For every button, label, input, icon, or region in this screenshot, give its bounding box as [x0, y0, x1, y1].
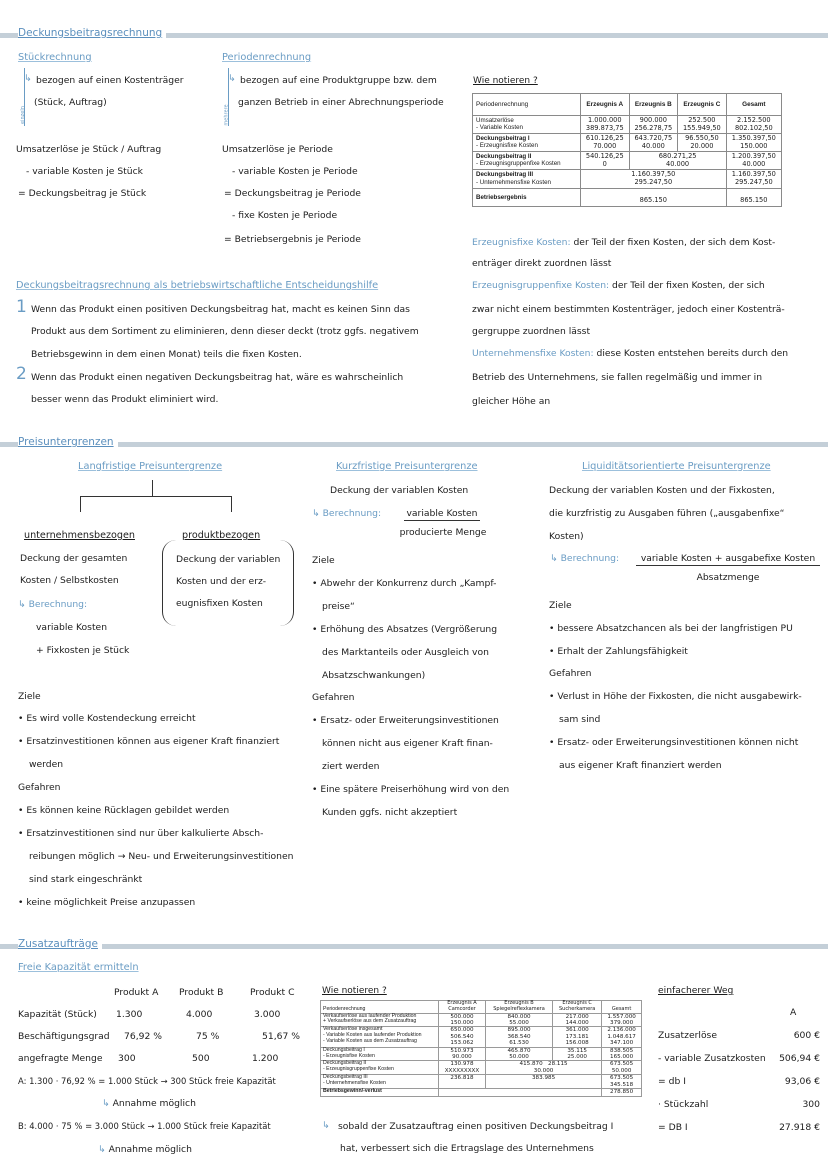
lang-ziel-2: • Ersatzinvestitionen können aus eigener Kraft finanziert	[18, 736, 279, 748]
produktbezogen-title: produktbezogen	[182, 530, 261, 541]
einfach-row-value: 300	[802, 1099, 820, 1110]
table-header: Erzeugnis C	[678, 94, 727, 116]
table-cell: 96.550,50 20.000	[678, 134, 727, 152]
unternehmensbezogen-l2: Kosten / Selbstkosten	[20, 575, 119, 586]
periodenrechnung-table	[472, 93, 782, 207]
table-cell: 865.150	[726, 188, 781, 206]
kurz-fraction-numerator: variable Kosten	[404, 508, 480, 521]
stueck-formula-1: Umsatzerlöse je Stück / Auftrag	[16, 144, 162, 155]
table-cell	[439, 1089, 602, 1096]
table-cell: 217.000 144.000	[553, 1013, 602, 1027]
liq-l3: Kosten)	[549, 531, 584, 542]
table-cell: 1.350.397,50 150.000	[726, 134, 781, 152]
liq-gefahr-1: • Verlust in Höhe der Fixkosten, die nicht ausgabewirk-	[549, 691, 802, 703]
table-header: Periodenrechnung	[321, 1001, 439, 1014]
definition-erzeugnisgruppenfixe-cont2: gergruppe zuordnen lässt	[472, 326, 591, 337]
einfach-row-value: 600 €	[793, 1030, 820, 1041]
einfach-row-value: 27.918 €	[779, 1122, 820, 1133]
zusatz-wie-notieren-title: Wie notieren ?	[322, 986, 387, 996]
table-cell: 1.200.397,50 40.000	[726, 152, 781, 170]
einfach-row-value: 93,06 €	[784, 1076, 820, 1087]
tree-line	[152, 480, 153, 496]
kap-row-label: Kapazität (Stück)	[18, 1009, 97, 1020]
arrow-icon: ↳ Annahme möglich	[102, 1098, 196, 1109]
berechnung-label: ↳ Berechnung:	[312, 508, 382, 519]
produktbezogen-l1: Deckung der variablen	[176, 554, 281, 565]
table-cell: Deckungsbeitrag I - Erzeugnisfixe Kosten	[321, 1047, 439, 1061]
periode-formula-2: - variable Kosten je Periode	[232, 166, 358, 177]
section-title-deckungsbeitragsrechnung: Deckungsbeitragsrechnung	[18, 27, 166, 39]
table-cell: 540.126,25 0	[581, 152, 630, 170]
kurz-deckung: Deckung der variablen Kosten	[330, 485, 469, 496]
entscheidung-p1-l1: Wenn das Produkt einen positiven Deckungsbeitrag hat, macht es keinen Sinn das	[31, 304, 410, 315]
table-cell: 838.505 165.000	[602, 1047, 642, 1061]
table-cell: 236.818	[439, 1075, 486, 1089]
kurz-gefahr-2-cont: Kunden ggfs. nicht akzeptiert	[322, 807, 458, 818]
entscheidung-p1-l2: Produkt aus dem Sortiment zu eliminieren, denn dieser deckt (trotz ggfs. negativem	[31, 326, 419, 337]
table-header: Erzeugnis A	[581, 94, 630, 116]
liq-l1: Deckung der variablen Kosten und der Fixkosten,	[549, 485, 775, 496]
lang-gefahr-2-cont2: sind stark eingeschränkt	[29, 874, 143, 885]
kap-header-c: Produkt C	[250, 987, 295, 998]
stueckrechnung-title: Stückrechnung	[18, 52, 92, 63]
table-cell: 895.000 368.540 61.530	[485, 1027, 552, 1047]
einfach-row-label: = DB I	[658, 1122, 688, 1133]
kurz-gefahr-1: • Ersatz- oder Erweiterungsinvestitionen	[312, 715, 499, 727]
table-cell: 252.500 155.949,50	[678, 116, 727, 134]
table-header: Periodenrechnung	[473, 94, 581, 116]
einfach-row-value: 506,94 €	[779, 1053, 820, 1064]
liq-fraction-denominator: Absatzmenge	[696, 572, 760, 583]
definition-erzeugnisgruppenfixe-cont1: zwar nicht einem bestimmten Kostenträger, jedoch einer Kostenträ-	[472, 304, 785, 315]
kap-cell: 1.300	[116, 1009, 143, 1020]
table-header: Erzeugnis B	[629, 94, 678, 116]
berechnung-label: ↳ Berechnung:	[550, 553, 620, 564]
kurz-gefahr-1-cont1: können nicht aus eigener Kraft finan-	[322, 738, 493, 749]
stueck-rotated-label: einzeln	[19, 106, 26, 124]
arrow-head-icon: ↳	[24, 73, 32, 84]
wie-notieren-title: Wie notieren ?	[473, 76, 538, 86]
kap-cell: 1.200	[252, 1053, 279, 1064]
table-cell: 35.115 25.000	[553, 1047, 602, 1061]
liq-gefahr-2: • Ersatz- oder Erweiterungsinvestitionen können nicht	[549, 737, 798, 749]
kap-cell: 300	[118, 1053, 136, 1064]
kurz-ziel-2-cont1: des Marktanteils oder Ausgleich von	[322, 647, 489, 658]
table-header: Gesamt	[602, 1001, 642, 1014]
stueck-formula-2: - variable Kosten je Stück	[26, 166, 143, 177]
zusatz-footnote-2: hat, verbessert sich die Ertragslage des Unternehmens	[340, 1143, 594, 1154]
stueck-formula-3: = Deckungsbeitrag je Stück	[18, 188, 147, 199]
periode-formula-5: = Betriebsergebnis je Periode	[224, 234, 361, 245]
tree-line	[80, 496, 81, 512]
kurz-fraction-denominator: producierte Menge	[399, 527, 487, 538]
table-cell: Deckungsbeitrag II - Erzeugnisgruppenfixe Kosten	[321, 1061, 439, 1075]
definition-erzeugnisfixe-cont: enträger direkt zuordnen lässt	[472, 258, 612, 269]
entscheidung-p2-l1: Wenn das Produkt einen negativen Deckungsbeitrag hat, wäre es wahrscheinlich	[31, 372, 404, 383]
table-cell: 1.557.000 379.000	[602, 1013, 642, 1027]
table-cell: Betriebsgewinn/-verlust	[321, 1089, 439, 1096]
produktbezogen-bracket-right	[280, 540, 294, 626]
kap-cell: 76,92 %	[124, 1031, 162, 1042]
kap-cell: 3.000	[254, 1009, 281, 1020]
table-cell: 865.150	[581, 188, 727, 206]
table-cell: 680.271,25 40.000	[629, 152, 726, 170]
kap-row-label: Beschäftigungsgrad	[18, 1031, 110, 1042]
kap-row-label: angefragte Menge	[18, 1053, 103, 1064]
stueck-line1: bezogen auf einen Kostenträger	[36, 75, 184, 86]
table-header: Erzeugnis C Sucherkamera	[553, 1001, 602, 1014]
periode-formula-3: = Deckungsbeitrag je Periode	[224, 188, 361, 199]
table-cell: Deckungsbeitrag I - Erzeugnisfixe Kosten	[473, 134, 581, 152]
table-cell: 500.000 150.000	[439, 1013, 486, 1027]
table-cell: 465.870 50.000	[485, 1047, 552, 1061]
kurz-ziel-2-cont2: Absatzschwankungen)	[322, 670, 426, 681]
produktbezogen-l3: eugnisfixen Kosten	[176, 598, 263, 609]
periode-formula-4: - fixe Kosten je Periode	[232, 210, 338, 221]
liq-l2: die kurzfristig zu Ausgaben führen („ausgabenfixe“	[549, 508, 785, 519]
lang-gefahren-heading: Gefahren	[18, 782, 61, 793]
arrow-head-icon: ↳	[228, 73, 236, 84]
kurz-ziel-1-cont: preise“	[322, 601, 355, 612]
table-cell: 383.985	[485, 1075, 601, 1089]
kurz-gefahr-1-cont2: ziert werden	[322, 761, 380, 772]
einfacher-weg-col: A	[790, 1007, 797, 1018]
table-cell: 278.850	[602, 1089, 642, 1096]
lang-ziele-heading: Ziele	[18, 691, 41, 702]
table-cell: 650.000 506.540 153.062	[439, 1027, 486, 1047]
point-number-1: 1	[16, 297, 27, 317]
lang-ziel-1: • Es wird volle Kostendeckung erreicht	[18, 713, 196, 725]
table-header: Erzeugnis B Spiegelreflexkamera	[485, 1001, 552, 1014]
section-divider-zusatzauftraege	[0, 944, 828, 949]
kap-header-a: Produkt A	[114, 987, 159, 998]
tree-line	[80, 496, 232, 497]
tree-line	[231, 496, 232, 512]
liq-gefahr-1-cont: sam sind	[559, 714, 601, 725]
lang-gefahr-1: • Es können keine Rücklagen gebildet werden	[18, 805, 229, 817]
unternehmensbezogen-l1: Deckung der gesamten	[20, 553, 128, 564]
liq-gefahr-2-cont: aus eigener Kraft finanziert werden	[559, 760, 722, 771]
freie-kapazitaet-title: Freie Kapazität ermitteln	[18, 962, 139, 973]
section-title-preisuntergrenzen: Preisuntergrenzen	[18, 436, 118, 448]
definition-unternehmensfixe-cont2: gleicher Höhe an	[472, 396, 551, 407]
produktbezogen-bracket-left	[162, 540, 176, 626]
produktbezogen-l2: Kosten und der erz-	[176, 576, 267, 587]
berechnung-label: ↳ Berechnung:	[18, 599, 88, 610]
definition-unternehmensfixe-cont1: Betrieb des Unternehmens, sie fallen regelmäßig und immer in	[472, 372, 763, 383]
table-cell: 840.000 55.000	[485, 1013, 552, 1027]
point-number-2: 2	[16, 364, 27, 384]
table-cell: 1.160.397,50 295.247,50	[581, 170, 727, 188]
arrow-icon: ↳ Annahme möglich	[98, 1144, 192, 1155]
lang-gefahr-2-cont1: reibungen möglich → Neu- und Erweiterungsinvestitionen	[29, 851, 294, 862]
einfach-row-label: = db I	[658, 1076, 686, 1087]
periode-rotated-label: mehrere	[223, 104, 230, 126]
table-cell: 361.000 173.181 156.008	[553, 1027, 602, 1047]
kap-calc-a: A: 1.300 · 76,92 % = 1.000 Stück → 300 Stück freie Kapazität	[18, 1076, 276, 1086]
stueck-line2: (Stück, Auftrag)	[34, 97, 107, 108]
lang-ziel-2-cont: werden	[29, 759, 64, 770]
table-cell: Deckungsbeitrag II - Erzeugnisgruppenfixe Kosten	[473, 152, 581, 170]
table-cell: 1.000.000 389.873,75	[581, 116, 630, 134]
table-cell: 2.136.000 1.048.617 347.100	[602, 1027, 642, 1047]
unternehmensbezogen-calc1: variable Kosten	[36, 622, 108, 633]
table-cell: Umsatzerlöse - Variable Kosten	[473, 116, 581, 134]
unternehmensbezogen-calc2: + Fixkosten je Stück	[36, 645, 130, 656]
periode-line2: ganzen Betrieb in einer Abrechnungsperiode	[238, 97, 444, 108]
liq-ziel-2: • Erhalt der Zahlungsfähigkeit	[549, 646, 688, 658]
periodenrechnung-title: Periodenrechnung	[222, 52, 312, 63]
liq-ziele-heading: Ziele	[549, 600, 572, 611]
table-cell: 673.505 50.000	[602, 1061, 642, 1075]
kap-cell: 51,67 %	[262, 1031, 300, 1042]
definition-erzeugnisfixe: Erzeugnisfixe Kosten: der Teil der fixen Kosten, der sich dem Kost-	[472, 237, 776, 248]
table-cell: 1.160.397,50 295.247,50	[726, 170, 781, 188]
table-cell: Verkaufserlöse insgesamt - Variable Kosten aus laufender Produktion - Variable Kosten aus dem Zusatzauftrag	[321, 1027, 439, 1047]
table-header: Erzeugnis A Camcorder	[439, 1001, 486, 1014]
table-cell: 900.000 256.278,75	[629, 116, 678, 134]
section-divider-preisuntergrenzen	[0, 442, 828, 447]
table-cell: 130.978 XXXXXXXXX	[439, 1061, 486, 1075]
einfach-row-label: - variable Zusatzkosten	[658, 1053, 766, 1064]
einfacher-weg-title: einfacherer Weg	[658, 985, 734, 996]
kurz-ziel-2: • Erhöhung des Absatzes (Vergrößerung	[312, 624, 497, 636]
entscheidung-p1-l3: Betriebsgewinn in dem einen Monat) teils die fixen Kosten.	[31, 349, 302, 360]
periode-line1: bezogen auf eine Produktgruppe bzw. dem	[240, 75, 437, 86]
liq-fraction-numerator: variable Kosten + ausgabefixe Kosten	[636, 553, 820, 566]
kurzfristige-pu-title: Kurzfristige Preisuntergrenze	[336, 461, 478, 472]
kap-cell: 4.000	[186, 1009, 213, 1020]
table-cell: Deckungsbeitrag III - Unternehmensfixe Kosten	[473, 170, 581, 188]
table-cell: Deckungsbeitrag III - Unternehmensfixe Kosten	[321, 1075, 439, 1089]
table-cell: 415.870 28.115 30.000	[485, 1061, 601, 1075]
entscheidung-p2-l2: besser wenn das Produkt eliminiert wird.	[31, 394, 219, 405]
table-cell: 610.126,25 70.000	[581, 134, 630, 152]
einfach-row-label: · Stückzahl	[658, 1099, 709, 1110]
periode-formula-1: Umsatzerlöse je Periode	[222, 144, 333, 155]
langfristige-pu-title: Langfristige Preisuntergrenze	[78, 461, 223, 472]
zusatz-table	[320, 1000, 642, 1097]
table-cell: Betriebsergebnis	[473, 188, 581, 206]
table-cell: 673.505 345.518	[602, 1075, 642, 1089]
kap-calc-b: B: 4.000 · 75 % = 3.000 Stück → 1.000 Stück freie Kapazität	[18, 1121, 271, 1131]
section-title-zusatzauftraege: Zusatzaufträge	[18, 938, 102, 950]
liquiditaet-pu-title: Liquiditätsorientierte Preisuntergrenze	[582, 461, 771, 472]
definition-unternehmensfixe: Unternehmensfixe Kosten: diese Kosten entstehen bereits durch den	[472, 348, 789, 359]
unternehmensbezogen-title: unternehmensbezogen	[24, 530, 135, 541]
kurz-ziele-heading: Ziele	[312, 555, 335, 566]
zusatz-footnote-1: sobald der Zusatzauftrag einen positiven Deckungsbeitrag I	[338, 1121, 614, 1132]
table-cell: 643.720,75 40.000	[629, 134, 678, 152]
entscheidungshilfe-title: Deckungsbeitragsrechnung als betriebswirtschaftliche Entscheidungshilfe	[16, 280, 379, 291]
arrow-icon: ↳	[322, 1120, 330, 1131]
kap-cell: 500	[192, 1053, 210, 1064]
kurz-ziel-1: • Abwehr der Konkurrenz durch „Kampf-	[312, 578, 496, 590]
kap-cell: 75 %	[196, 1031, 220, 1042]
einfach-row-label: Zusatzerlöse	[658, 1030, 718, 1041]
kurz-gefahr-2: • Eine spätere Preiserhöhung wird von den	[312, 784, 509, 796]
liq-ziel-1: • bessere Absatzchancen als bei der langfristigen PU	[549, 623, 793, 635]
liq-gefahren-heading: Gefahren	[549, 668, 592, 679]
lang-gefahr-2: • Ersatzinvestitionen sind nur über kalkulierte Absch-	[18, 828, 263, 840]
table-cell: Verkaufserlöse aus laufender Produktion + Verkaufserlöse aus dem Zusatzauftrag	[321, 1013, 439, 1027]
kap-header-b: Produkt B	[179, 987, 224, 998]
kurz-gefahren-heading: Gefahren	[312, 692, 355, 703]
table-header: Gesamt	[726, 94, 781, 116]
table-cell: 510.973 90.000	[439, 1047, 486, 1061]
definition-erzeugnisgruppenfixe: Erzeugnisgruppenfixe Kosten: der Teil der fixen Kosten, der sich	[472, 280, 765, 291]
lang-gefahr-3: • keine möglichkeit Preise anzupassen	[18, 897, 195, 909]
table-cell: 2.152.500 802.102,50	[726, 116, 781, 134]
